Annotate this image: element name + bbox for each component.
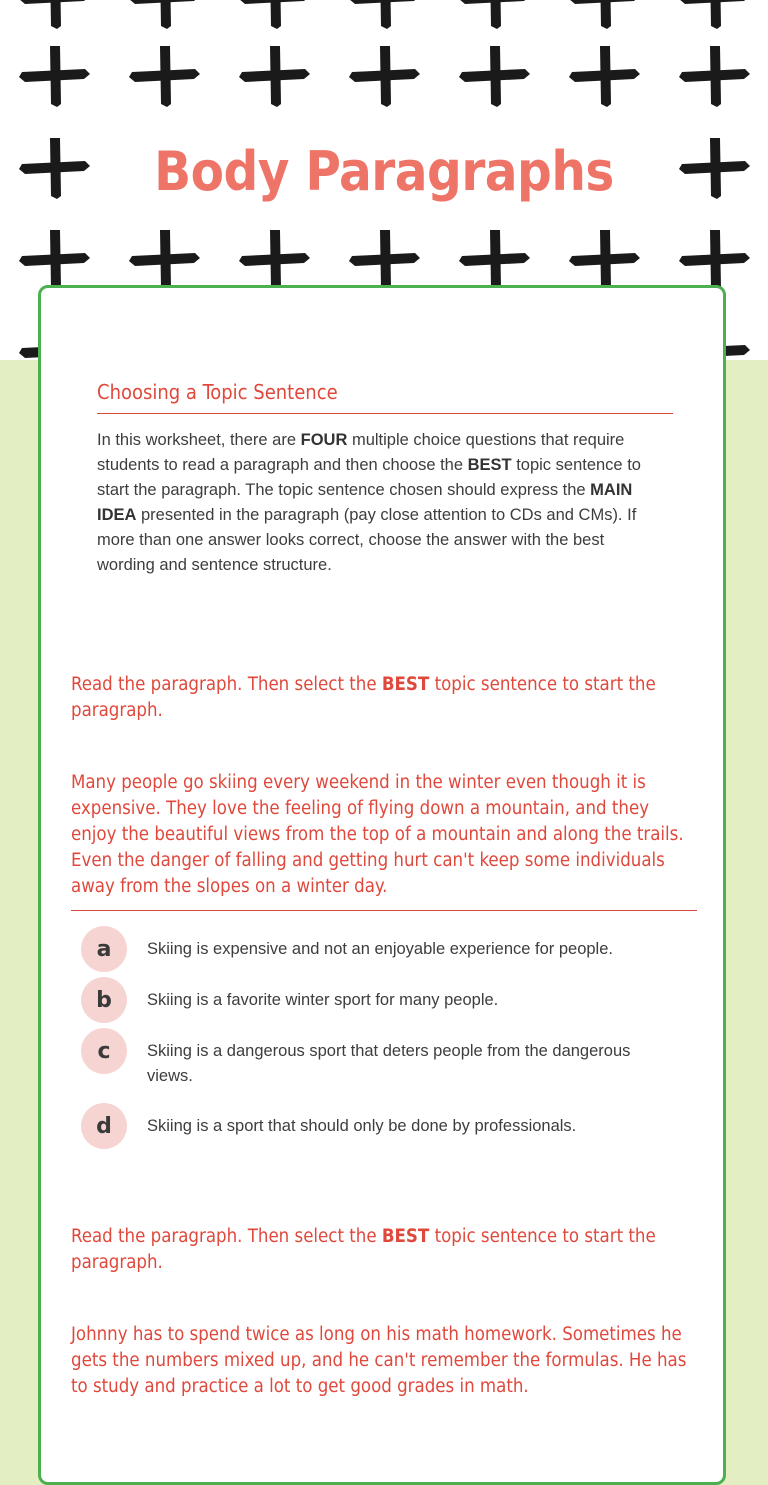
plus-icon	[679, 46, 750, 107]
intro-run: In this worksheet, there are	[97, 431, 301, 449]
intro-run: presented in the paragraph (pay close attention to CDs and CMs). If more than one answer looks correct, choose the answer with the best wording and sentence structure.	[97, 506, 637, 574]
plus-icon	[459, 230, 530, 291]
plus-icon	[679, 0, 750, 29]
answer-option-a[interactable]	[81, 926, 681, 972]
page-title: Body Paragraphs	[154, 140, 614, 203]
plus-icon	[569, 0, 640, 29]
intro-run: topic sentence to start the paragraph. The topic sentence chosen should express the	[97, 456, 641, 499]
plus-icon	[459, 46, 530, 107]
question-1-prompt: Read the paragraph. Then select the BEST topic sentence to start the paragraph.	[71, 674, 656, 721]
plus-icon	[569, 230, 640, 291]
intro-emphasis: MAIN IDEA	[97, 481, 633, 524]
plus-icon	[239, 46, 310, 107]
intro-emphasis: FOUR	[300, 431, 348, 449]
plus-icon	[569, 46, 640, 107]
option-letter-a[interactable]: a	[81, 926, 127, 972]
plus-icon	[349, 46, 420, 107]
option-letter-b[interactable]: b	[81, 977, 127, 1023]
plus-icon	[19, 230, 90, 291]
plus-icon	[349, 230, 420, 291]
option-text-c: Skiing is a dangerous sport that deters people from the dangerous views.	[147, 1042, 631, 1085]
plus-icon	[129, 46, 200, 107]
intro-emphasis: BEST	[467, 456, 512, 474]
plus-icon	[239, 230, 310, 291]
plus-icon	[239, 0, 310, 29]
section-heading: Choosing a Topic Sentence	[97, 380, 673, 414]
option-text-d: Skiing is a sport that should only be done by professionals.	[147, 1117, 577, 1135]
answer-option-b[interactable]	[81, 977, 681, 1023]
instructions-text	[97, 428, 653, 578]
best-emphasis: BEST	[381, 1226, 430, 1247]
option-text-a: Skiing is expensive and not an enjoyable experience for people.	[147, 940, 613, 958]
answer-option-c[interactable]	[81, 1028, 681, 1089]
plus-icon	[19, 46, 90, 107]
question-1-paragraph: Many people go skiing every weekend in the winter even though it is expensive. They love the feeling of flying down a mountain, and they enjoy the beautiful views from the top of a mountain and along the trails. Even the danger of falling and getting hurt can't keep some individuals away from the slopes on a winter day.	[71, 770, 697, 911]
best-emphasis: BEST	[381, 674, 430, 695]
option-letter-d[interactable]: d	[81, 1103, 127, 1149]
plus-icon	[679, 230, 750, 291]
option-letter-c[interactable]: c	[81, 1028, 127, 1074]
plus-icon	[349, 0, 420, 29]
worksheet-card	[38, 285, 726, 1485]
plus-icon	[19, 0, 90, 29]
option-text-b: Skiing is a favorite winter sport for many people.	[147, 991, 499, 1009]
intro-run: multiple choice questions that require students to read a paragraph and then choose the	[97, 431, 625, 474]
plus-icon	[129, 0, 200, 29]
question-2-prompt: Read the paragraph. Then select the BEST topic sentence to start the paragraph.	[71, 1226, 656, 1273]
plus-icon	[459, 0, 530, 29]
question-2-paragraph: Johnny has to spend twice as long on his math homework. Sometimes he gets the numbers mixed up, and he can't remember the formulas. He has to study and practice a lot to get good grades in math.	[71, 1324, 687, 1397]
plus-icon	[129, 230, 200, 291]
answer-option-d[interactable]	[81, 1103, 681, 1149]
